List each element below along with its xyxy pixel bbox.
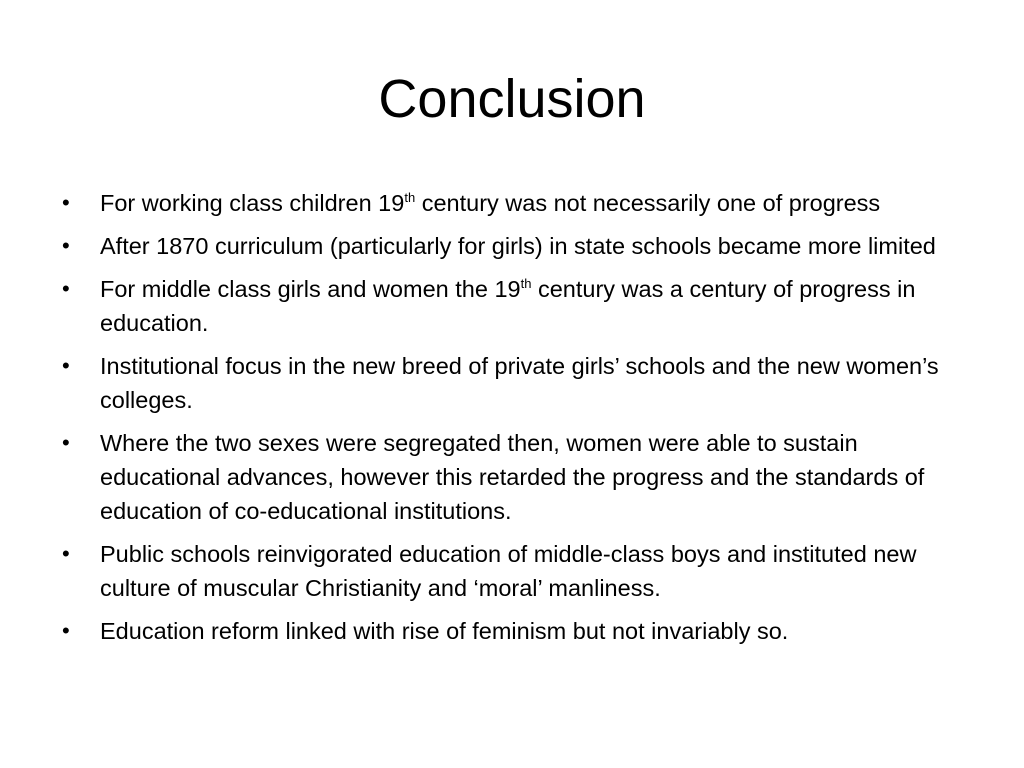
bullet-item <box>62 614 972 648</box>
text-segment: century was not necessarily one of progress <box>415 190 881 216</box>
bullet-dot-icon: • <box>62 353 70 378</box>
text-segment: century was a century of progress in education. <box>100 276 916 336</box>
bullet-text <box>100 233 936 259</box>
bullet-item <box>62 426 972 528</box>
text-segment: Education reform linked with rise of feminism but not invariably so. <box>100 618 789 644</box>
bullet-list <box>62 186 972 657</box>
bullet-item <box>62 229 972 263</box>
bullet-dot-icon: • <box>62 190 70 215</box>
bullet-item <box>62 349 972 417</box>
slide-title: Conclusion <box>378 69 646 129</box>
text-segment: For working class children 19 <box>100 190 405 216</box>
bullet-item <box>62 186 972 220</box>
text-segment: Where the two sexes were segregated then, women were able to sustain educational advances, however this retarded the progress and the standards of education of co-educational institutions. <box>100 430 925 524</box>
text-segment: After 1870 curriculum (particularly for girls) in state schools became more limited <box>100 233 936 259</box>
bullet-dot-icon: • <box>62 618 70 643</box>
text-segment: Institutional focus in the new breed of private girls’ schools and the new women’s colleges. <box>100 353 939 413</box>
superscript-text: th <box>520 276 532 291</box>
bullet-text <box>100 190 880 216</box>
bullet-item <box>62 537 972 605</box>
bullet-text <box>100 618 788 644</box>
superscript-text: th <box>404 190 416 205</box>
bullet-dot-icon: • <box>62 276 70 301</box>
text-segment: For middle class girls and women the 19 <box>100 276 521 302</box>
bullet-dot-icon: • <box>62 541 70 566</box>
bullet-text <box>100 430 924 524</box>
text-segment: Public schools reinvigorated education of middle-class boys and instituted new culture of muscular Christianity and ‘moral’ manliness. <box>100 541 917 601</box>
bullet-dot-icon: • <box>62 430 70 455</box>
bullet-dot-icon: • <box>62 233 70 258</box>
bullet-text <box>100 276 915 336</box>
bullet-item <box>62 272 972 340</box>
bullet-text <box>100 541 916 601</box>
bullet-text <box>100 353 939 413</box>
